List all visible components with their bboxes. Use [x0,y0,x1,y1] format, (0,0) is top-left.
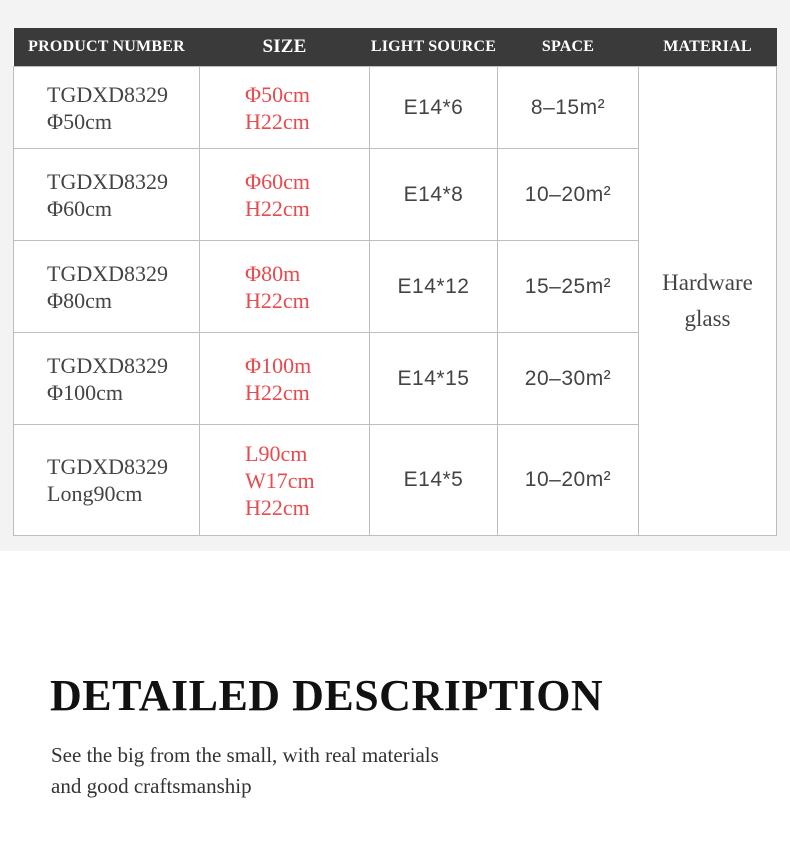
spec-table [13,28,777,536]
section-description [51,740,571,802]
table-header-row [14,28,777,67]
header-space: SPACE [498,28,639,67]
description-line: and good craftsmanship [51,774,252,798]
space-cell: 10–20m² [498,425,639,536]
size-line: Φ60cm [245,168,310,194]
size-line: L90cm [245,440,308,466]
product-variant: Φ100cm [47,379,123,405]
product-cell [14,149,200,241]
size-cell [200,67,370,149]
space-cell: 15–25m² [498,241,639,333]
size-cell [200,333,370,425]
product-variant: Φ60cm [47,195,112,221]
size-line: Φ100m [245,352,312,378]
light-source-cell: E14*12 [370,241,498,333]
header-product-number: PRODUCT NUMBER [14,28,200,67]
size-cell [200,149,370,241]
light-source-cell: E14*6 [370,67,498,149]
material-line: glass [684,306,731,331]
product-model: TGDXD8329 [47,260,168,286]
space-cell: 8–15m² [498,67,639,149]
product-model: TGDXD8329 [47,168,168,194]
size-line: H22cm [245,379,310,405]
space-cell: 10–20m² [498,149,639,241]
size-line: Φ50cm [245,81,310,107]
header-light-source: LIGHT SOURCE [370,28,498,67]
size-cell [200,241,370,333]
product-model: TGDXD8329 [47,81,168,107]
product-cell [14,425,200,536]
product-variant: Φ50cm [47,108,112,134]
product-variant: Long90cm [47,481,143,506]
section-title: DETAILED DESCRIPTION [50,671,604,720]
light-source-cell: E14*5 [370,425,498,536]
material-cell [639,67,777,536]
size-line: H22cm [245,108,310,134]
size-line: H22cm [245,195,310,221]
product-model: TGDXD8329 [47,454,168,479]
header-material: MATERIAL [639,28,777,67]
size-line: H22cm [245,287,310,313]
table-row [14,67,777,149]
product-cell [14,67,200,149]
size-line: H22cm [245,494,310,520]
size-line: Φ80m [245,260,301,286]
product-cell [14,333,200,425]
product-cell [14,241,200,333]
size-line: W17cm [245,467,315,493]
description-line: See the big from the small, with real materials [51,743,439,767]
material-line: Hardware [662,270,753,295]
space-cell: 20–30m² [498,333,639,425]
size-cell [200,425,370,536]
header-size: SIZE [200,28,370,67]
product-variant: Φ80cm [47,287,112,313]
light-source-cell: E14*15 [370,333,498,425]
product-model: TGDXD8329 [47,352,168,378]
light-source-cell: E14*8 [370,149,498,241]
